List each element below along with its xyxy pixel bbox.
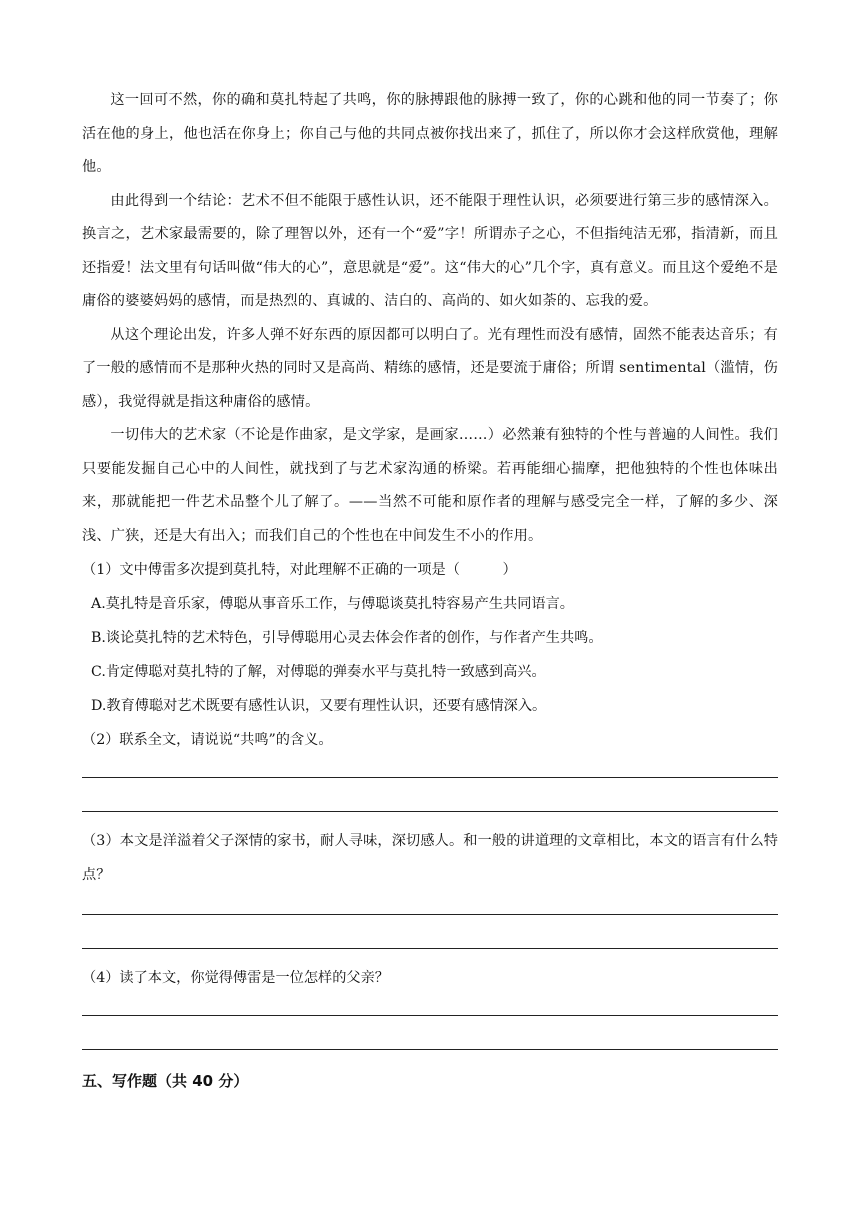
question-3: （3）本文是洋溢着父子深情的家书，耐人寻味，深切感人。和一般的讲道理的文章相比，本文的语言有什么特点？ bbox=[82, 833, 778, 883]
question-1-option-a[interactable]: A.莫扎特是音乐家，傅聪从事音乐工作，与傅聪谈莫扎特容易产生共同语言。 bbox=[91, 596, 574, 612]
question-2: （2）联系全文，请说说“共鸣”的含义。 bbox=[82, 732, 333, 748]
section-title-writing: 五、写作题（共 40 分） bbox=[82, 1072, 249, 1090]
question-1-option-c[interactable]: C.肯定傅聪对莫扎特的了解，对傅聪的弹奏水平与莫扎特一致感到高兴。 bbox=[91, 664, 546, 680]
passage-paragraph-4: 一切伟大的艺术家（不论是作曲家，是文学家，是画家……）必然兼有独特的个性与普遍的人间性。我们只要能发掘自己心中的人间性，就找到了与艺术家沟通的桥梁。若再能细心揣摩，把他独特的个性也体味出来，那就能把一件艺术品整个儿了解了。——当然不可能和原作者的理解与感受完全一样，了解的多少、深浅、广狭，还是大有出入；而我们自己的个性也在中间发生不小的作用。 bbox=[82, 427, 778, 544]
question-1-option-d[interactable]: D.教育傅聪对艺术既要有感性认识，又要有理性认识，还要有感情深入。 bbox=[91, 698, 547, 714]
passage-paragraph-2: 由此得到一个结论：艺术不但不能限于感性认识，还不能限于理性认识，必须要进行第三步的感情深入。换言之，艺术家最需要的，除了理智以外，还有一个“爱”字！所谓赤子之心，不但指纯洁无邪，指清新，而且还指爱！法文里有句话叫做“伟大的心”，意思就是“爱”。这“伟大的心”几个字，真有意义。而且这个爱绝不是庸俗的婆婆妈妈的感情，而是热烈的、真诚的、洁白的、高尚的、如火如荼的、忘我的爱。 bbox=[82, 192, 778, 309]
question-4: （4）读了本文，你觉得傅雷是一位怎样的父亲？ bbox=[82, 970, 389, 986]
exam-page bbox=[82, 84, 778, 1091]
passage-paragraph-3: 从这个理论出发，许多人弹不好东西的原因都可以明白了。光有理性而没有感情，固然不能表达音乐；有了一般的感情而不是那种火热的同时又是高尚、精练的感情，还是要流于庸俗；所谓 sentimental（滥情，伤感），我觉得就是指这种庸俗的感情。 bbox=[82, 326, 778, 410]
question-1: （1）文中傅雷多次提到莫扎特，对此理解不正确的一项是（ ） bbox=[82, 562, 517, 578]
question-1-option-b[interactable]: B.谈论莫扎特的艺术特色，引导傅聪用心灵去体会作者的创作，与作者产生共鸣。 bbox=[91, 630, 603, 646]
passage-paragraph-1: 这一回可不然，你的确和莫扎特起了共鸣，你的脉搏跟他的脉搏一致了，你的心跳和他的同一节奏了；你活在他的身上，他也活在你身上；你自己与他的共同点被你找出来了，抓住了，所以你才会这样欣赏他，理解他。 bbox=[82, 92, 778, 175]
